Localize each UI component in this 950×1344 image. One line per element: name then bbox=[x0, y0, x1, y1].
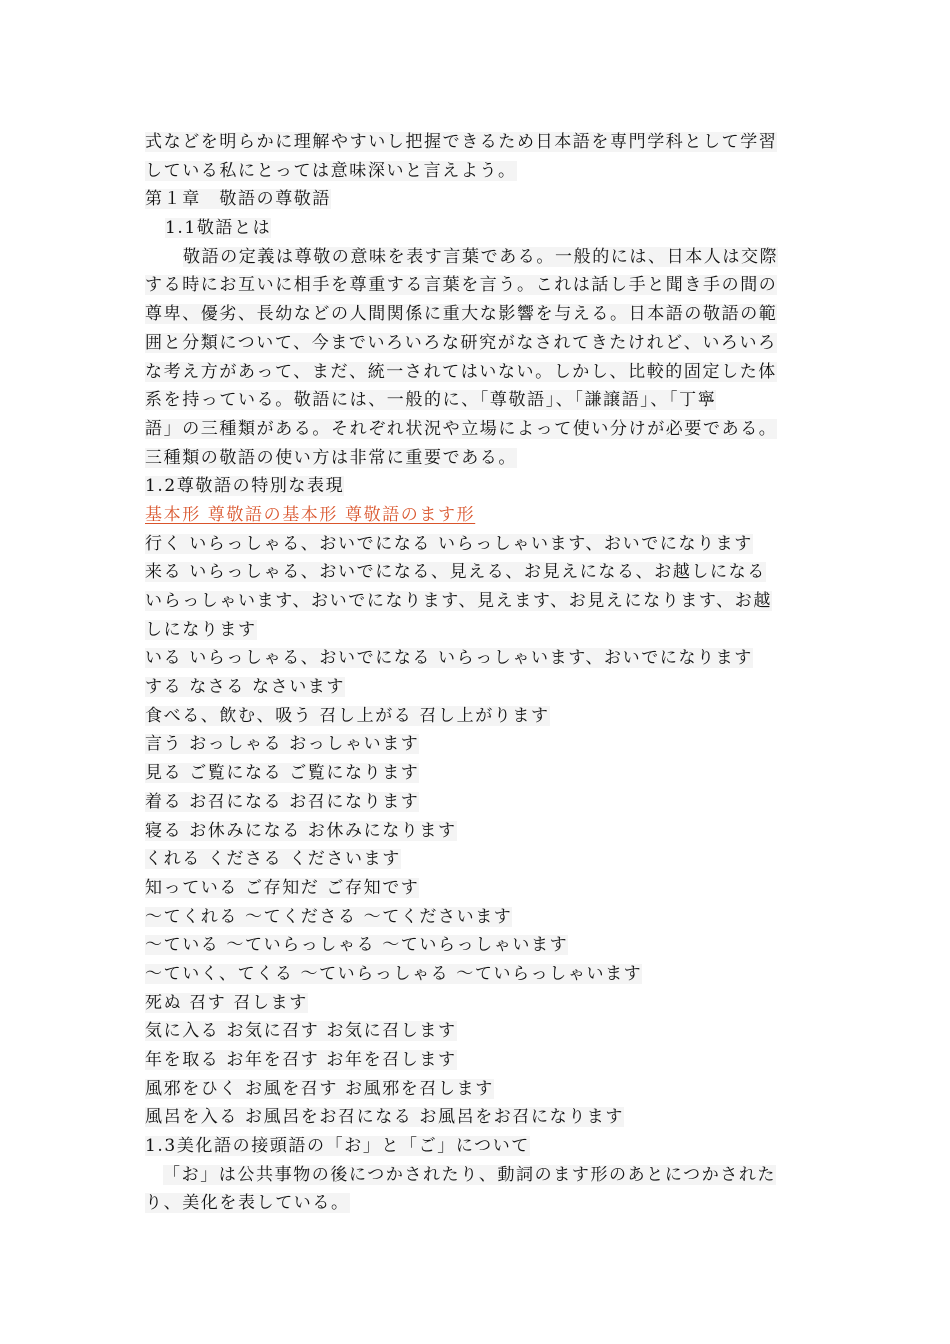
chapter-title: 第１章 敬語の尊敬語 bbox=[145, 189, 331, 210]
section-title: 1.3美化語の接頭語の「お」と「ご」について bbox=[145, 1136, 530, 1157]
table-row: する なさる なさいます bbox=[145, 677, 346, 698]
document-page bbox=[145, 128, 805, 1218]
paragraph-line: 系を持っている。敬語には、一般的に、「尊敬語」、「謙譲語」、「丁寧 bbox=[145, 390, 717, 411]
paragraph-line: 囲と分類について、今までいろいろな研究がなされてきたけれど、いろいろ bbox=[145, 332, 777, 353]
intro-line: している私にとっては意味深いと言えよう。 bbox=[145, 160, 517, 181]
table-row: 行く いらっしゃる、おいでになる いらっしゃいます、おいでになります bbox=[145, 533, 753, 554]
table-row: 来る いらっしゃる、おいでになる、見える、お見えになる、お越しになる bbox=[145, 562, 766, 583]
table-row: 風邪をひく お風を召す お風邪を召します bbox=[145, 1078, 494, 1099]
table-row: 着る お召になる お召になります bbox=[145, 791, 420, 812]
table-row: 知っている ご存知だ ご存知です bbox=[145, 877, 420, 898]
table-row: いらっしゃいます、おいでになります、見えます、お見えになります、お越 bbox=[145, 591, 772, 611]
table-row: くれる くださる くださいます bbox=[145, 849, 401, 870]
section-title: 1.2尊敬語の特別な表現 bbox=[145, 476, 345, 497]
table-row: 年を取る お年を召す お年を召します bbox=[145, 1050, 457, 1070]
table-row: ～ていく、てくる ～ていらっしゃる ～ていらっしゃいます bbox=[145, 963, 643, 984]
table-row: いる いらっしゃる、おいでになる いらっしゃいます、おいでになります bbox=[145, 648, 753, 669]
table-row: ～てくれる ～てくださる ～てくださいます bbox=[145, 906, 513, 927]
table-row: 気に入る お気に召す お気に召します bbox=[145, 1021, 457, 1042]
paragraph-line: する時にお互いに相手を尊重する言葉を言う。これは話し手と聞き手の間の bbox=[145, 275, 778, 296]
paragraph-line: り、美化を表している。 bbox=[145, 1193, 350, 1214]
paragraph-line: 尊卑、優劣、長幼などの人間関係に重大な影響を与える。日本語の敬語の範 bbox=[145, 304, 778, 325]
paragraph-line: 敬語の定義は尊敬の意味を表す言葉である。一般的には、日本人は交際 bbox=[183, 246, 779, 267]
table-header: 基本形 尊敬語の基本形 尊敬語のます形 bbox=[145, 504, 476, 525]
table-row: しになります bbox=[145, 619, 257, 640]
table-row: 死ぬ 召す 召します bbox=[145, 992, 308, 1013]
table-row: 言う おっしゃる おっしゃいます bbox=[145, 734, 420, 755]
table-row: ～ている ～ていらっしゃる ～ていらっしゃいます bbox=[145, 935, 569, 956]
table-row: 寝る お休みになる お休みになります bbox=[145, 820, 457, 841]
section-title: 1.1敬語とは bbox=[165, 218, 272, 239]
table-row: 見る ご覧になる ご覧になります bbox=[145, 763, 420, 784]
paragraph-line: 「お」は公共事物の後につかされたり、動詞のます形のあとにつかされた bbox=[163, 1164, 777, 1185]
table-row: 食べる、飲む、吸う 召し上がる 召し上がります bbox=[145, 705, 550, 726]
intro-line: 式などを明らかに理解やすいし把握できるため日本語を専門学科として学習 bbox=[145, 132, 778, 152]
paragraph-line: な考え方があって、まだ、統一されてはいない。しかし、比較的固定した体 bbox=[145, 361, 777, 382]
paragraph-line: 語」の三種類がある。それぞれ状況や立場によって使い分けが必要である。 bbox=[145, 418, 778, 439]
paragraph-line: 三種類の敬語の使い方は非常に重要である。 bbox=[145, 447, 517, 468]
table-row: 風呂を入る お風呂をお召になる お風呂をお召になります bbox=[145, 1107, 625, 1128]
